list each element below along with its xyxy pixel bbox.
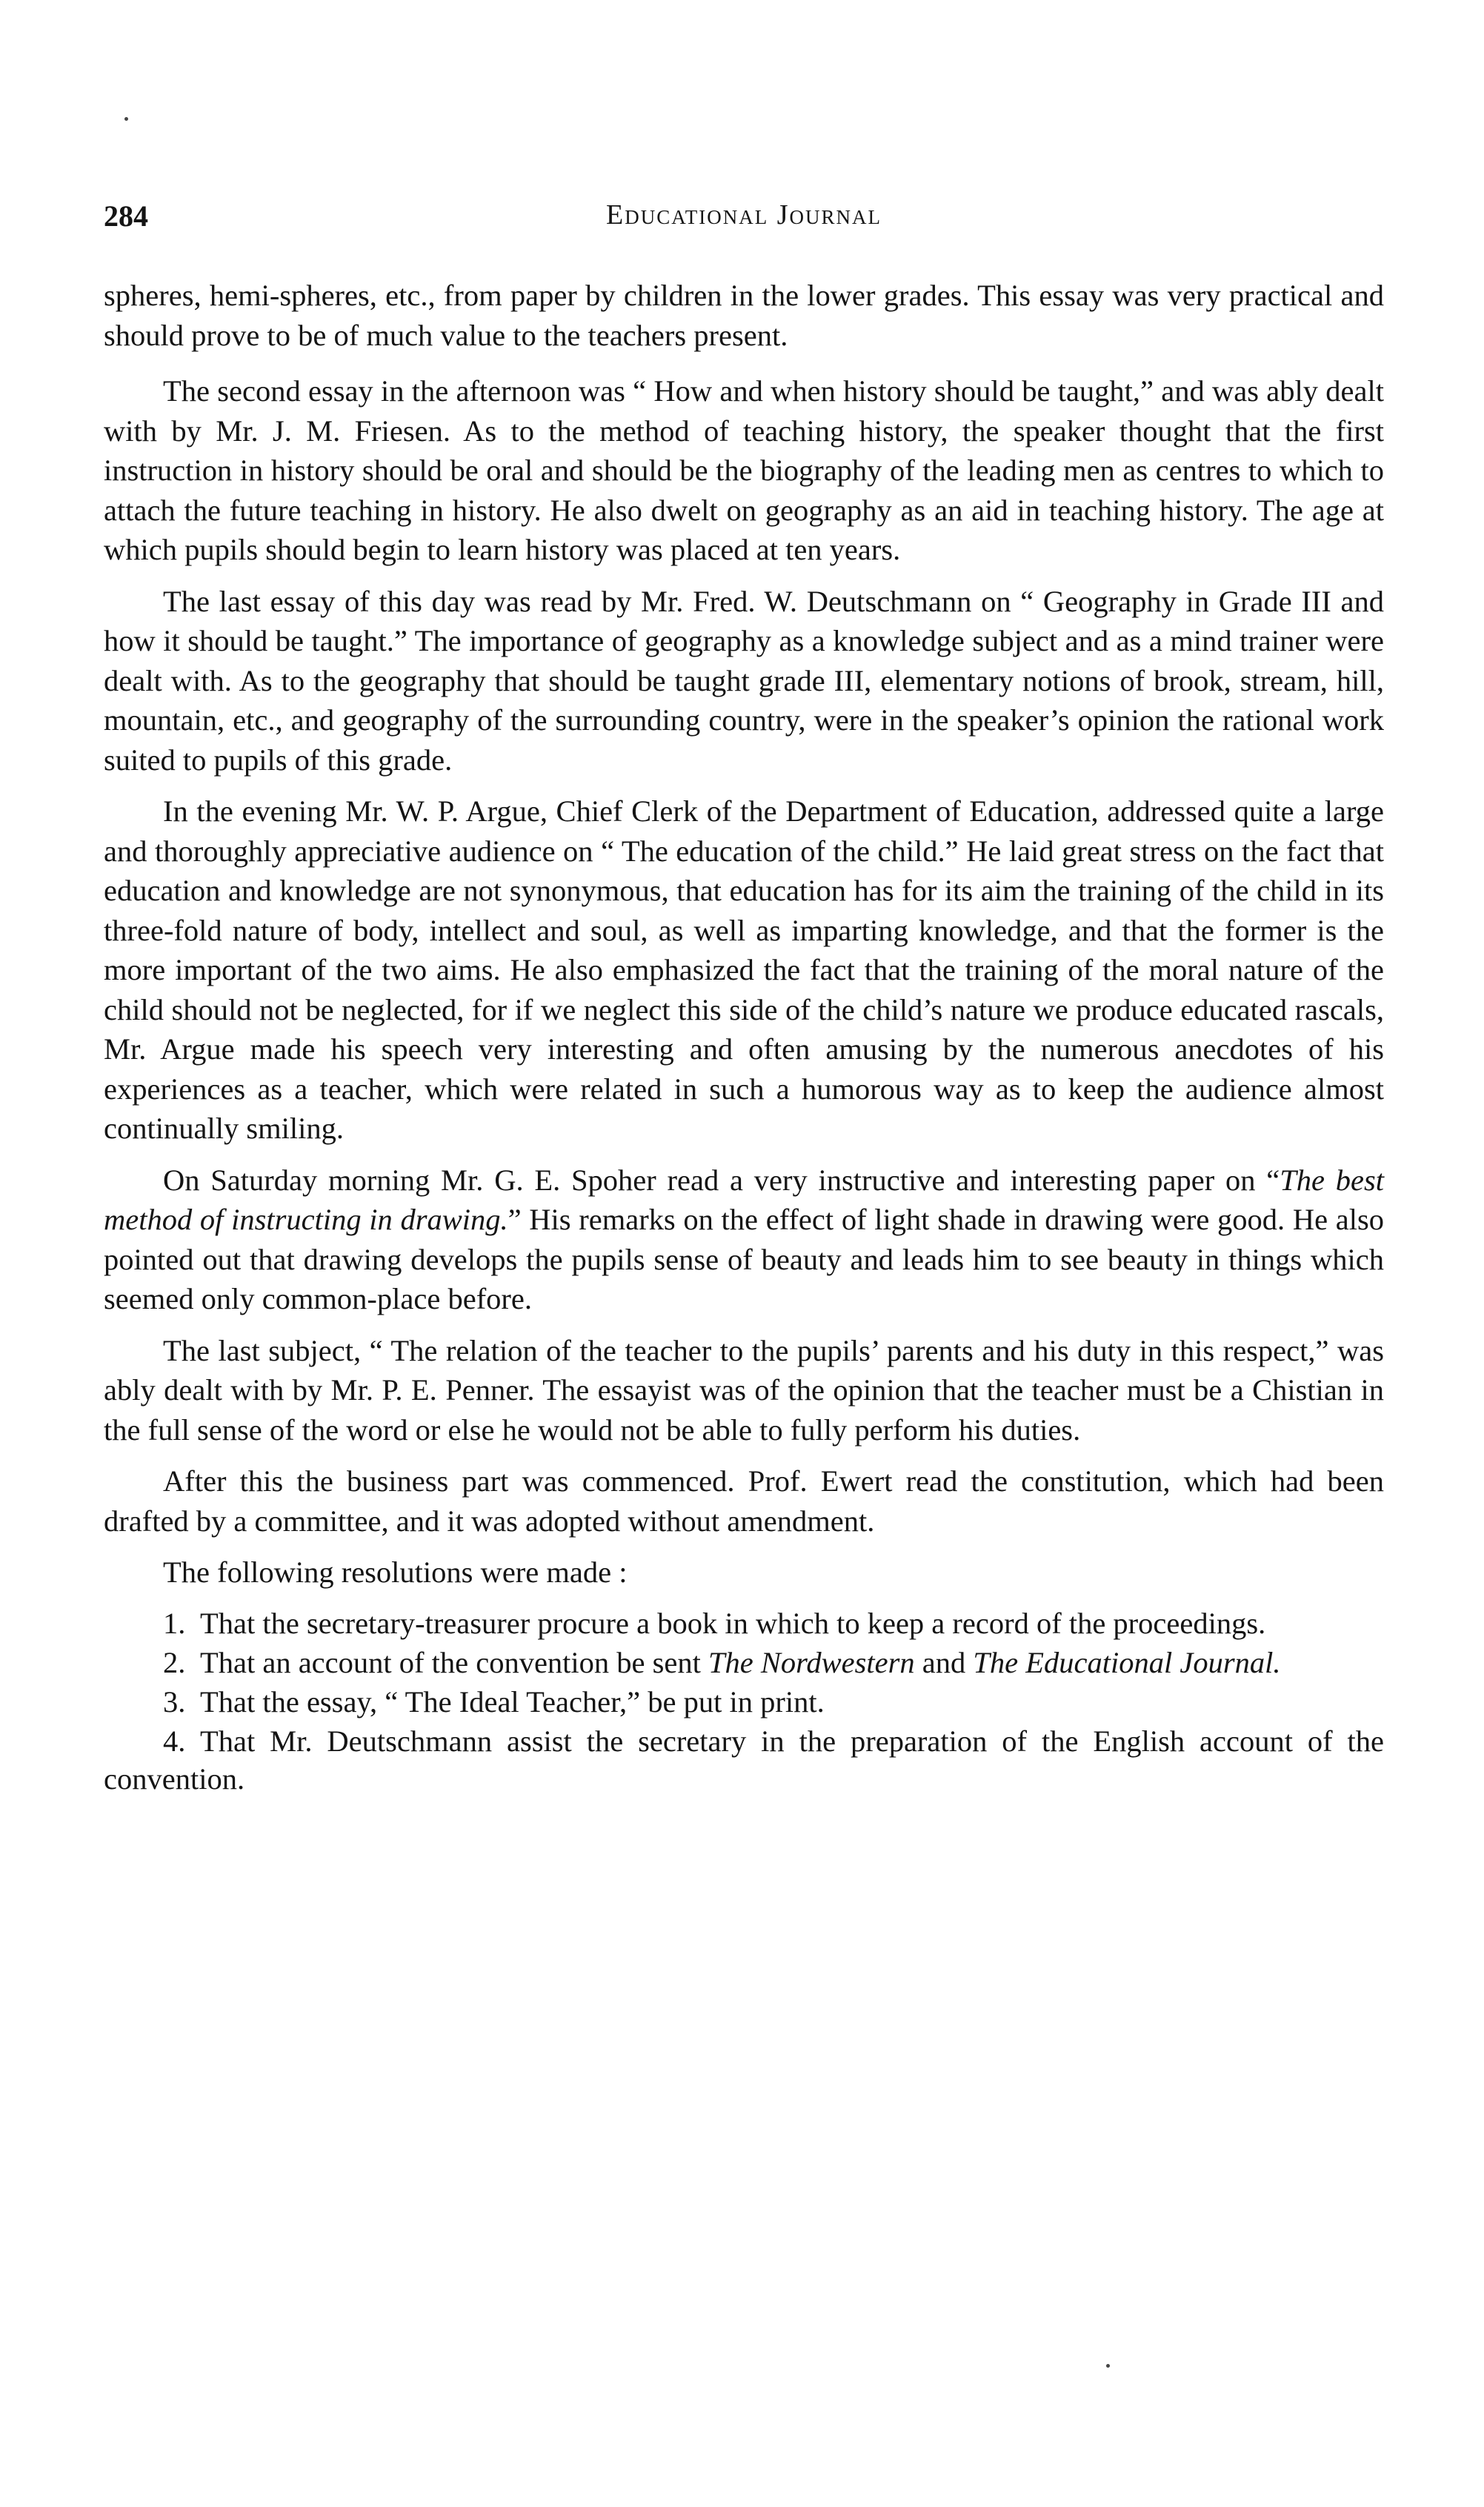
resolutions-list [104, 1604, 1384, 1798]
paragraph-continuation: spheres, hemi-spheres, etc., from paper by children in the lower grades. This essay was very practical and should prove to be of much value to the teachers present. [104, 279, 1384, 352]
drawing-text-after: ” His remarks on the effect of light shade in drawing were good. He also pointed out that drawing develops the pupils sense of beauty and leads him to see beauty in things which seemed only common-place before. [104, 1203, 1384, 1315]
resolution-item [104, 1604, 1384, 1642]
page-header [104, 199, 1384, 243]
resolution-text: That the essay, “ The Ideal Teacher,” be put in print. [200, 1684, 825, 1719]
paragraph-resolutions-intro: The following resolutions were made : [163, 1555, 628, 1589]
scan-speck [1106, 2364, 1110, 2368]
resolution-number: 4. [163, 1724, 186, 1758]
resolution-text: That an account of the convention be sent [200, 1645, 709, 1679]
drawing-text-before: On Saturday morning Mr. G. E. Spoher read a very instructive and interesting paper on “ [163, 1163, 1280, 1197]
resolution-number: 2. [163, 1645, 186, 1679]
scan-speck [124, 117, 128, 121]
page-number: 284 [104, 199, 148, 233]
running-head: Educational Journal [606, 199, 882, 230]
paragraph-teacher-relation: The last subject, “ The relation of the teacher to the pupils’ parents and his duty in this respect,” was ably dealt with by Mr. P. E. Penner. The essayist was of the opinion that the teacher must be a Chistian in the full sense of the word or else he would not be able to fully perform his duties. [104, 1333, 1384, 1447]
publication-title: The Nordwestern [708, 1645, 915, 1679]
paragraph-evening-address: In the evening Mr. W. P. Argue, Chief Clerk of the Department of Education, addressed quite a large and thoroughly appreciative audience on “ The education of the child.” He laid great stress on the fact that education and knowledge are not synonymous, that education has for its aim the training of the child in its three-fold nature of body, intellect and soul, as well as imparting knowledge, and that the former is the more important of the two aims. He also emphasized the fact that the training of the moral nature of the child should not be neglected, for if we neglect this side of the child’s nature we produce educated rascals, Mr. Argue made his speech very interesting and often amusing by the numerous anecdotes of his experiences as a teacher, which were related in such a humorous way as to keep the audience almost continually smiling. [104, 794, 1384, 1145]
paragraph-history-essay: The second essay in the afternoon was “ How and when history should be taught,” and was ably dealt with by Mr. J. M. Friesen. As to the method of teaching history, the speaker thought that the first instruction in history should be oral and should be the biography of the leading men as centres to which to attach the future teaching in history. He also dwelt on geography as an aid in teaching history. The age at which pupils should begin to learn history was placed at ten years. [104, 374, 1384, 566]
article-body [104, 276, 1384, 1799]
resolution-item [104, 1722, 1384, 1798]
document-page [104, 0, 1384, 2507]
resolution-item [104, 1644, 1384, 1681]
publication-title: The Educational Journal. [973, 1645, 1281, 1679]
resolution-text: and [914, 1645, 974, 1679]
paragraph-geography-essay: The last essay of this day was read by Mr. Fred. W. Deutschmann on “ Geography in Grade III and how it should be taught.” The importance of geography as a knowledge subject and as a mind trainer were dealt with. As to the geography that should be taught grade III, elementary notions of brook, stream, hill, mountain, etc., and geography of the surrounding country, were in the speaker’s opinion the rational work suited to pupils of this grade. [104, 584, 1384, 777]
paragraph-drawing-paper [104, 1160, 1384, 1319]
paragraph-business: After this the business part was commenced. Prof. Ewert read the constitution, which had been drafted by a committee, and it was adopted without amendment. [104, 1464, 1384, 1538]
resolution-number: 1. [163, 1606, 186, 1640]
resolution-text: That the secretary-treasurer procure a book in which to keep a record of the proceedings. [200, 1606, 1266, 1640]
resolution-number: 3. [163, 1684, 186, 1719]
drawing-title: The best method of instructing in drawing. [104, 1163, 1384, 1236]
resolution-item [104, 1683, 1384, 1721]
resolution-text: That Mr. Deutschmann assist the secretary in the preparation of the English account of the convention. [104, 1724, 1384, 1796]
